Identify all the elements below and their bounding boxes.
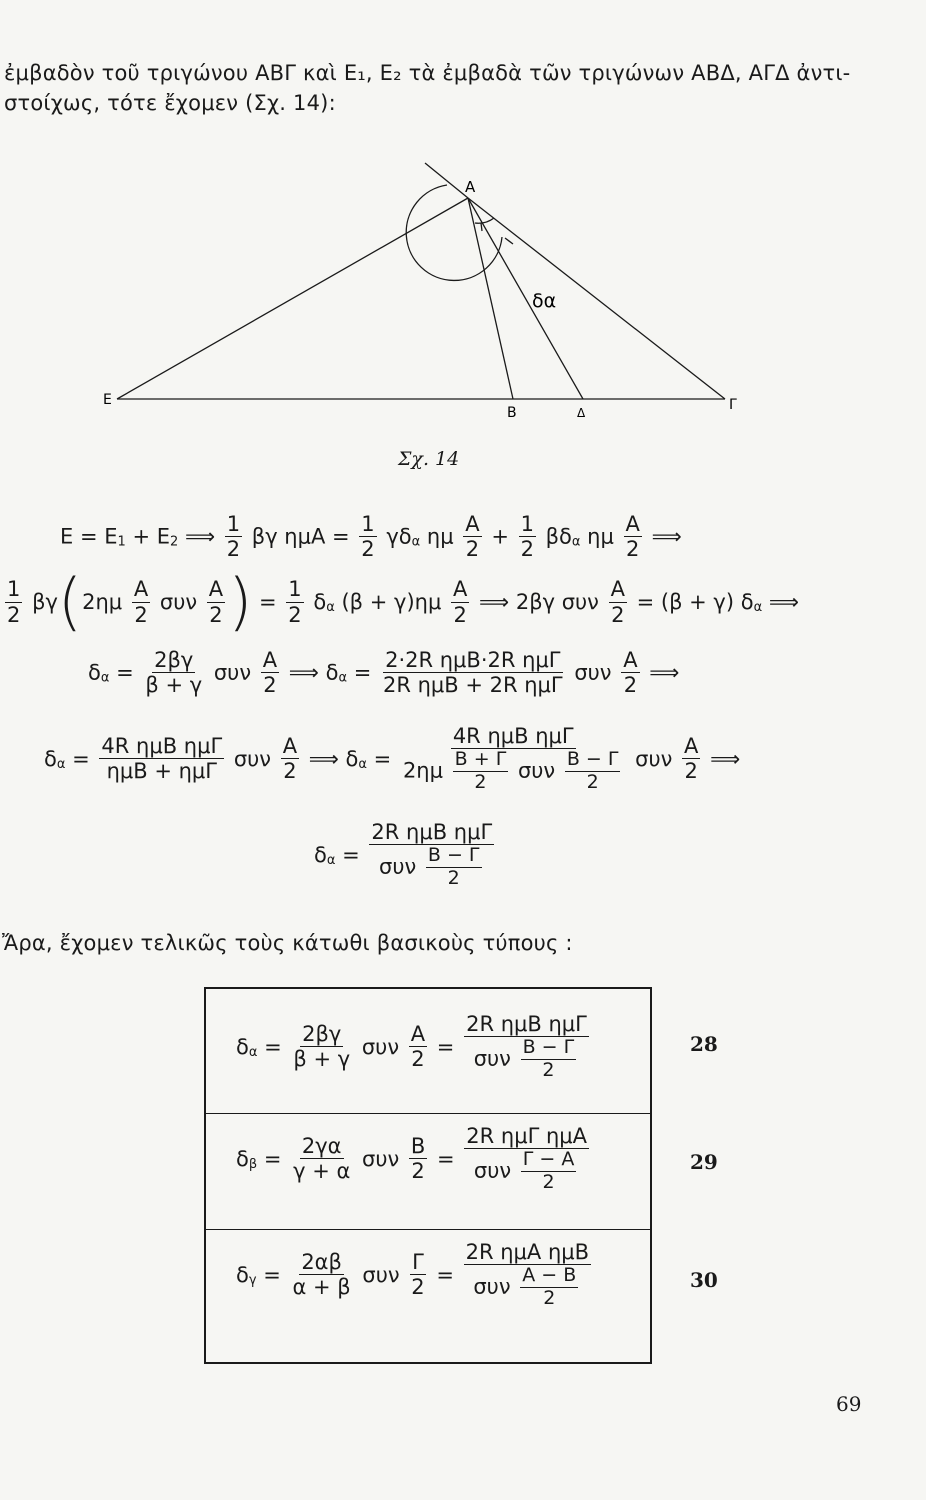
equation-2: $\frac{1}{2}$ βγ(2ημ $\frac{A}{2}$ συν $\frac{A}{2}$ ) = $\frac{1}{2}$ $\delta_\alpha$ (β + γ)ημ $\frac{A}{2}$ ⟹ 2βγ συν $\frac{A}{2}$ = (β + γ) $\delta_\alpha$ ⟹ (7, 565, 799, 638)
formula-number-29: 29 (690, 1150, 718, 1174)
tick-1 (505, 238, 513, 244)
formula-28: $\delta_\alpha$ = $\frac{2\beta\gamma}{\beta + \gamma}$ συν $\frac{A}{2}$ = 2R ημΒ ημΓ συν $\frac{B - \Gamma}{2}$ (236, 1012, 587, 1081)
intro-line-1: ἐμβαδὸν τοῦ τριγώνου ΑΒΓ καὶ Ε₁, Ε₂ τὰ ἐμβαδὰ τῶν τριγώνων ΑΒΔ, ΑΓΔ ἀντι- (4, 61, 851, 85)
equation-3: $\delta_\alpha$ = $\frac{2\beta\gamma}{\beta + \gamma}$ συν $\frac{A}{2}$ ⟹ $\delta_\alpha$ = $\frac{\text{2·2R ημΒ·2R ημΓ}}{\text{2R ημΒ + 2R ημΓ}}$ συν $\frac{A}{2}$ ⟹ (88, 648, 680, 698)
inner-angle-arc (475, 218, 494, 223)
extension-ea (425, 163, 468, 198)
intro-line-2: στοίχως, τότε ἔχομεν (Σχ. 14): (4, 91, 336, 115)
side-ea (117, 198, 468, 399)
formula-30: $\delta_\gamma$ = $\frac{2\alpha\beta}{\alpha + \beta}$ συν $\frac{\Gamma}{2}$ = 2R ημΑ ημΒ συν $\frac{A - B}{2}$ (236, 1240, 590, 1309)
box-separator (206, 1113, 650, 1114)
label-e: Ε (103, 392, 112, 408)
formula-number-28: 28 (690, 1032, 718, 1056)
box-separator (206, 1229, 650, 1230)
fraction-half: $\frac{1}{2}$ (226, 512, 241, 562)
label-delta-a: δα (532, 290, 557, 312)
label-a: Α (465, 178, 476, 196)
conclusion-text: Ἄρα, ἔχομεν τελικῶς τοὺς κάτωθι βασικοὺς τύπους : (2, 931, 573, 955)
triangle-figure (95, 155, 745, 430)
label-g: Γ (729, 397, 737, 413)
bisector-ad (468, 198, 583, 399)
tick-2 (481, 223, 482, 231)
figure-caption: Σχ. 14 (398, 448, 460, 470)
formula-number-30: 30 (690, 1268, 718, 1292)
page-number: 69 (836, 1392, 862, 1416)
formula-29: $\delta_\beta$ = $\frac{2\gamma\alpha}{\gamma + \alpha}$ συν $\frac{B}{2}$ = 2R ημΓ ημΑ συν $\frac{\Gamma - A}{2}$ (236, 1124, 587, 1193)
label-b: Β (507, 405, 517, 421)
equation-5: $\delta_\alpha$ = 2R ημΒ ημΓ συν $\frac{B - \Gamma}{2}$ (314, 820, 493, 889)
label-d: Δ (577, 406, 586, 420)
equation-4: $\delta_\alpha$ = $\frac{\text{4R ημΒ ημΓ}}{\text{ημΒ + ημΓ}}$ συν $\frac{A}{2}$ ⟹ $\delta_\alpha$ = 4R ημΒ ημΓ 2ημ $\frac{B + \Gamma}{2}$ συν $\frac{B - \Gamma}{2}$ συν $\frac{A}{2}$ ⟹ (44, 724, 741, 793)
equation-1: $E = E_1 + E_2$ ⟹ $\frac{1}{2}$ βγ ημΑ = $\frac{1}{2}$ $\gamma\delta_\alpha$ ημ $\frac{A}{2}$ + $\frac{1}{2}$ $\beta\delta_\alpha$ ημ $\frac{A}{2}$ ⟹ (60, 512, 682, 562)
